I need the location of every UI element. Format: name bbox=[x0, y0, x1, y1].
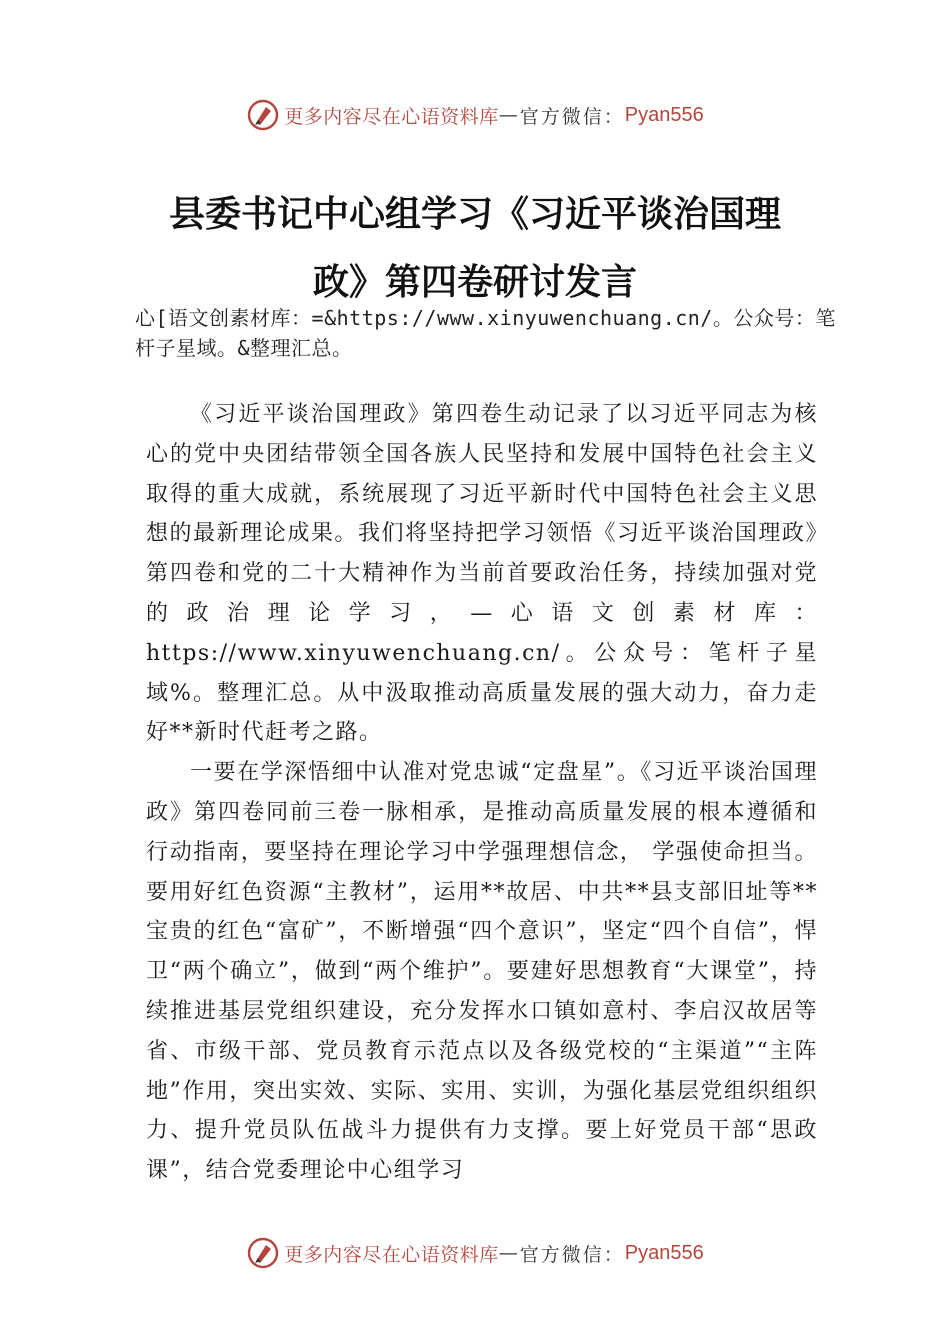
wechat-label: 官方微信： bbox=[519, 105, 625, 128]
document-title-line-2: 政》第四卷研讨发言 bbox=[312, 262, 637, 303]
wechat-id: Pyan556 bbox=[624, 1241, 704, 1264]
paragraph: 《习近平谈治国理政》第四卷生动记录了以习近平同志为核心的党中央团结带领全国各族人民坚持和发展中国特色社会主义取得的重大成就，系统展现了习近平新时代中国特色社会主义思想的最新理论成果。我们将坚持把学习领悟《习近平谈治国理政》第四卷和党的二十大精神作为当前首要政治任务，持续加强对党的政治理论学习，—心语文创素材库：https://www.xinyuwenchuang.cn/。公众号：笔杆子星域%。整理汇总。从中汲取推动高质量发展的强大动力，奋力走好**新时代赶考之路。 bbox=[146, 402, 818, 746]
document-title-line-1: 县委书记中心组学习《习近平谈治国理 bbox=[168, 194, 781, 235]
footer-banner bbox=[0, 1233, 950, 1273]
header-banner bbox=[0, 95, 950, 135]
wechat-id: Pyan556 bbox=[624, 103, 704, 126]
brand-text: 更多内容尽在心语资料库 bbox=[284, 105, 499, 128]
paragraph: 一要在学深悟细中认准对党忠诚“定盘星”。《习近平谈治国理政》第四卷同前三卷一脉相承，是推动高质量发展的根本遵循和行动指南，要坚持在理论学习中学强理想信念， 学强使命担当。要用好红色资源“主教材”，运用**故居、中共**县支部旧址等**宝贵的红色“富矿”，不断增强“四个意识”，坚定“四个自信”，悍卫“两个确立”，做到“两个维护”。要建好思想教育“大课堂”，持续推进基层党组织建设，充分发挥水口镇如意村、李启汉故居等省、市级干部、党员教育示范点以及各级党校的“主渠道”“主阵地”作用，突出实效、实际、实用、实训，为强化基层党组织组织力、提升党员队伍战斗力提供有力支撑。要上好党员干部“思政课”，结合党委理论中心组学习 bbox=[146, 760, 818, 1184]
separator: — bbox=[498, 104, 520, 126]
pen-nib-logo-icon bbox=[246, 1236, 280, 1270]
brand-text: 更多内容尽在心语资料库 bbox=[284, 1243, 499, 1266]
document-body bbox=[146, 395, 818, 1191]
separator: — bbox=[498, 1242, 520, 1264]
wechat-label: 官方微信： bbox=[519, 1243, 625, 1266]
source-note: 心[语文创素材库：=&https://www.xinyuwenchuang.cn/。公众号：笔杆子星域。&整理汇总。 bbox=[135, 306, 836, 360]
pen-nib-logo-icon bbox=[246, 98, 280, 132]
